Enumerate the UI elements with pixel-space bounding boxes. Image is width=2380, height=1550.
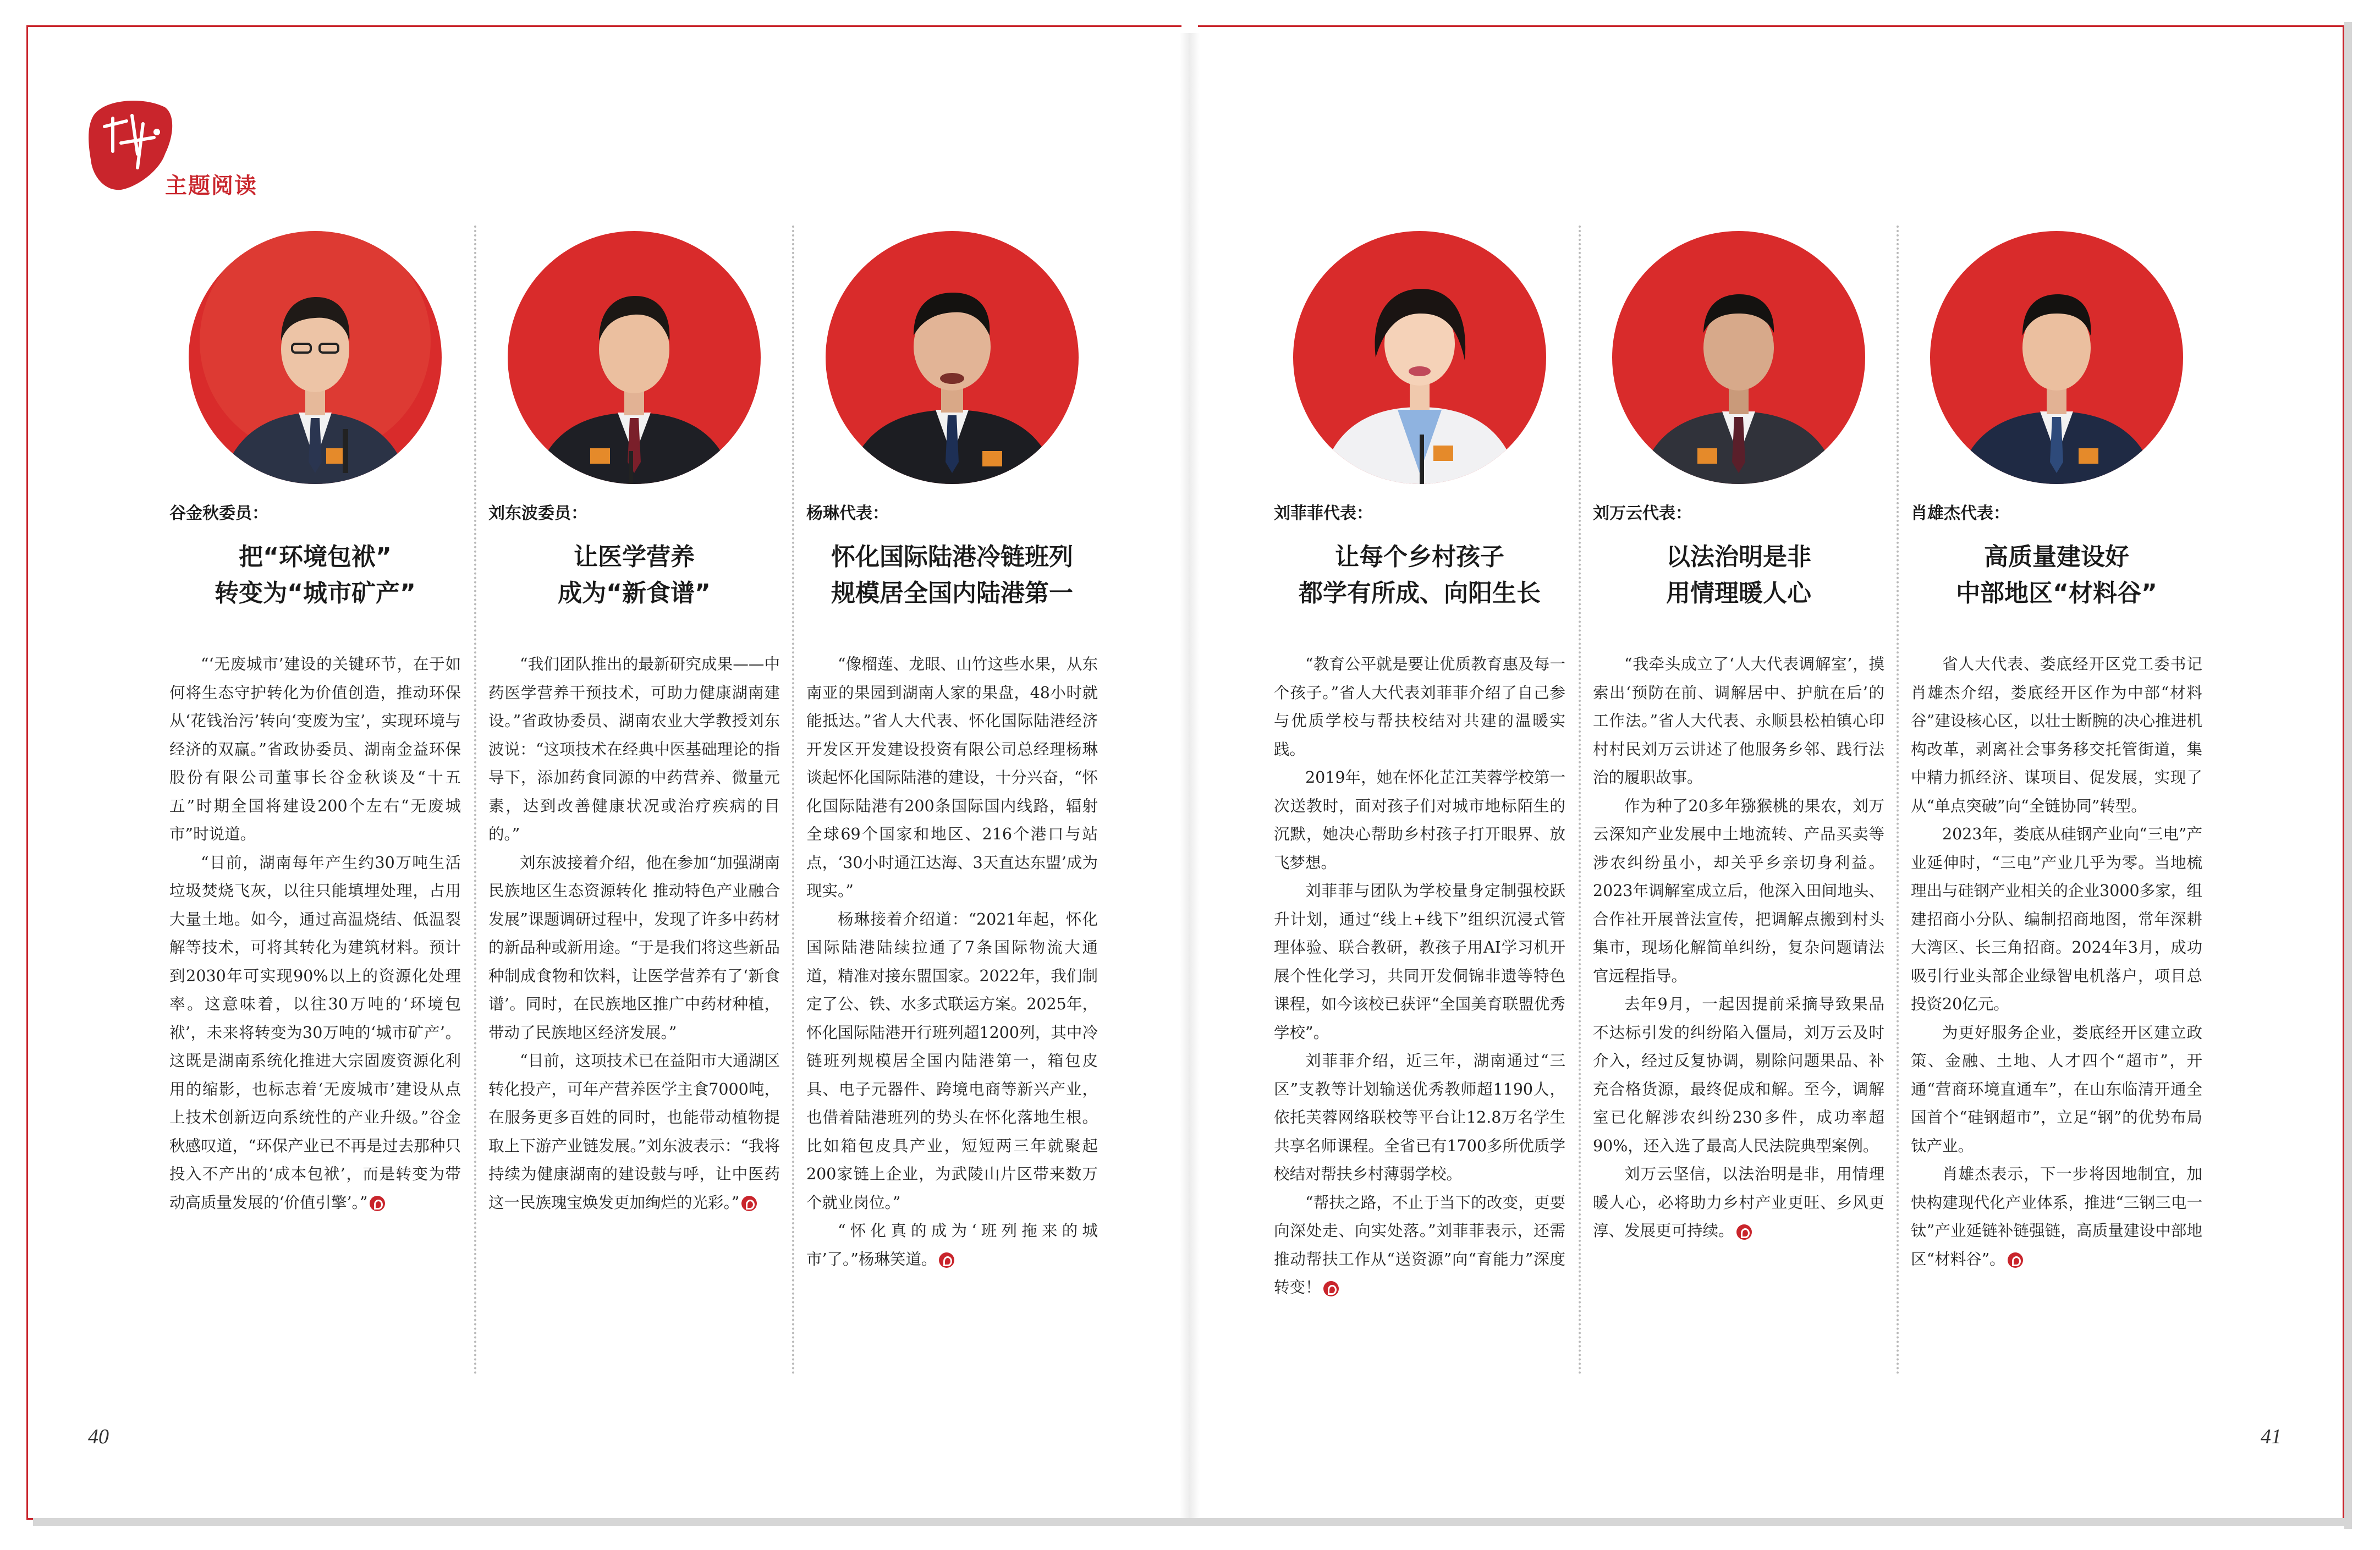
end-mark-icon	[370, 1196, 385, 1211]
article-body	[1274, 650, 1565, 1302]
frame-left	[26, 25, 28, 1520]
article-body	[1911, 650, 2202, 1273]
headline-line: 转变为“城市矿产”	[215, 579, 416, 607]
page-spine	[1180, 33, 1200, 1518]
end-mark-icon	[741, 1196, 757, 1211]
headline-line: 中部地区“材料谷”	[1956, 579, 2157, 607]
end-mark-icon	[2008, 1252, 2023, 1268]
speaker-role: 刘菲菲代表：	[1274, 504, 1373, 523]
body-paragraph: 杨琳接着介绍道：“2021年起，怀化国际陆港陆续拉通了7条国际物流大通道，精准对接东盟国家。2022年，我们制定了公、铁、水多式联运方案。2025年，怀化国际陆港开行班列超1200列，其中冷链班列规模居全国内陆港第一，箱包皮具、电子元器件、跨境电商等新兴产业，也借着陆港班列的势头在怀化落地生根。比如箱包皮具产业，短短两三年就聚起200家链上企业，为武陵山片区带来数万个就业岗位。”	[806, 910, 1098, 1212]
person-portrait-icon	[1930, 231, 2183, 484]
headline-line: 成为“新食谱”	[558, 579, 711, 607]
headline-line: 让每个乡村孩子	[1335, 543, 1504, 571]
page-number-left: 40	[88, 1425, 109, 1448]
column-divider	[792, 226, 794, 1375]
body-paragraph: “‘无废城市’建设的关键环节，在于如何将生态守护转化为价值创造，推动环保从‘花钱治污’转向‘变废为宝’，实现环境与经济的双赢。”省政协委员、湖南金益环保股份有限公司董事长谷金秋谈及“十五五”时期全国将建设200个左右“无废城市”时说道。	[169, 655, 461, 843]
article-body	[1593, 650, 1884, 1245]
person-portrait-icon	[1293, 231, 1546, 484]
page-shadow-bottom	[33, 1518, 2352, 1526]
portrait-photo	[1612, 231, 1865, 484]
column-divider	[1897, 226, 1899, 1375]
headline-line: 用情理暖人心	[1666, 579, 1811, 607]
column-divider	[1579, 226, 1581, 1375]
article-headline	[488, 539, 780, 612]
body-paragraph: 作为种了20多年猕猴桃的果农，刘万云深知产业发展中土地流转、产品买卖等涉农纠纷虽小，却关乎乡亲切身利益。2023年调解室成立后，他深入田间地头、合作社开展普法宣传，把调解点搬到村头集市，现场化解简单纠纷，复杂问题请法官远程指导。	[1593, 796, 1884, 985]
headline-line: 规模居全国内陆港第一	[831, 579, 1073, 607]
speaker-role: 杨琳代表：	[806, 504, 889, 523]
article-headline	[169, 539, 461, 612]
headline-line: 让医学营养	[574, 543, 695, 571]
page-shadow-right	[2344, 22, 2352, 1529]
column-divider	[474, 226, 476, 1375]
headline-line: 以法治明是非	[1666, 543, 1811, 571]
frame-top-right	[1198, 25, 2344, 27]
end-mark-icon	[1323, 1281, 1339, 1296]
body-paragraph: 省人大代表、娄底经开区党工委书记肖雄杰介绍，娄底经开区作为中部“材料谷”建设核心区，以壮士断腕的决心推进机构改革，剥离社会事务移交托管街道，集中精力抓经济、谋项目、促发展，实现了从“单点突破”向“全链协同”转型。	[1911, 655, 2202, 815]
article-headline	[806, 539, 1098, 612]
portrait-photo	[1293, 231, 1546, 484]
speaker-role: 刘东波委员：	[488, 504, 587, 523]
body-paragraph: “我牵头成立了‘人大代表调解室’，摸索出‘预防在前、调解居中、护航在后’的工作法。”省人大代表、永顺县松柏镇心印村村民刘万云讲述了他服务乡邻、践行法治的履职故事。	[1593, 655, 1884, 787]
page-number-right: 41	[2261, 1425, 2282, 1448]
article-body	[806, 650, 1098, 1273]
headline-line: 怀化国际陆港冷链班列	[831, 543, 1073, 571]
person-portrait-icon	[1612, 231, 1865, 484]
person-portrait-icon	[826, 231, 1079, 484]
portrait-photo	[189, 231, 442, 484]
portrait-photo	[826, 231, 1079, 484]
body-paragraph: 刘东波接着介绍，他在参加“加强湖南民族地区生态资源转化 推动特色产业融合发展”课题调研过程中，发现了许多中药材的新品种或新用途。“于是我们将这些新品种制成食物和饮料，让医学营养有了‘新食谱’。同时，在民族地区推广中药材种植，带动了民族地区经济发展。”	[488, 853, 780, 1042]
speaker-role: 肖雄杰代表：	[1911, 504, 2010, 523]
speaker-role: 刘万云代表：	[1593, 504, 1692, 523]
body-paragraph: 2023年，娄底从硅钢产业向“三电”产业延伸时，“三电”产业几乎为零。当地梳理出与硅钢产业相关的企业3000多家，组建招商小分队、编制招商地图，常年深耕大湾区、长三角招商。2024年3月，成功吸引行业头部企业绿智电机落户，项目总投资20亿元。	[1911, 825, 2202, 1013]
article-body	[169, 650, 461, 1217]
headline-line: 都学有所成、向阳生长	[1299, 579, 1541, 607]
portrait-photo	[1930, 231, 2183, 484]
portrait-photo	[508, 231, 761, 484]
article-headline	[1911, 539, 2202, 612]
article-headline	[1593, 539, 1884, 612]
body-paragraph: 为更好服务企业，娄底经开区建立政策、金融、土地、人才四个“超市”，开通“营商环境直通车”，在山东临清开通全国首个“硅钢超市”，立足“钢”的优势布局钛产业。	[1911, 1023, 2202, 1155]
end-mark-icon	[1736, 1224, 1752, 1240]
body-paragraph: 刘万云坚信，以法治明是非，用情理暖人心，必将助力乡村产业更旺、乡风更淳、发展更可持续。	[1593, 1165, 1884, 1240]
body-paragraph: 2019年，她在怀化芷江芙蓉学校第一次送教时，面对孩子们对城市地标陌生的沉默，她决心帮助乡村孩子打开眼界、放飞梦想。	[1274, 768, 1565, 872]
body-paragraph: 去年9月，一起因提前采摘导致果品不达标引发的纠纷陷入僵局，刘万云及时介入，经过反复协调，剔除问题果品、补充合格货源，最终促成和解。至今，调解室已化解涉农纠纷230多件，成功率超90%，还入选了最高人民法院典型案例。	[1593, 995, 1884, 1155]
body-paragraph: “我们团队推出的最新研究成果——中药医学营养干预技术，可助力健康湖南建设。”省政协委员、湖南农业大学教授刘东波说：“这项技术在经典中医基础理论的指导下，添加药食同源的中药营养、微量元素，达到改善健康状况或治疗疾病的目的。”	[488, 655, 780, 843]
body-paragraph: 刘菲菲与团队为学校量身定制强校跃升计划，通过“线上+线下”组织沉浸式管理体验、联合教研，教孩子用AI学习机开展个性化学习，共同开发侗锦非遗等特色课程，如今该校已获评“全国美育联盟优秀学校”。	[1274, 882, 1565, 1042]
body-paragraph: “目前，湖南每年产生约30万吨生活垃圾焚烧飞灰，以往只能填埋处理，占用大量土地。如今，通过高温烧结、低温裂解等技术，可将其转化为建筑材料。预计到2030年可实现90%以上的资源化处理率。这意味着，以往30万吨的‘环境包袱’，未来将转变为30万吨的‘城市矿产’。这既是湖南系统化推进大宗固废资源化利用的缩影，也标志着‘无废城市’建设从点上技术创新迈向系统性的产业升级。”谷金秋感叹道，“环保产业已不再是过去那种只投入不产出的‘成本包袱’，而是转变为带动高质量发展的‘价值引擎’。”	[169, 853, 461, 1212]
end-mark-icon	[939, 1252, 954, 1268]
body-paragraph: “教育公平就是要让优质教育惠及每一个孩子。”省人大代表刘菲菲介绍了自己参与优质学校与帮扶校结对共建的温暖实践。	[1274, 655, 1565, 758]
body-paragraph: 刘菲菲介绍，近三年，湖南通过“三区”支教等计划输送优秀教师超1190人，依托芙蓉网络联校等平台让12.8万名学生共享名师课程。全省已有1700多所优质学校结对帮扶乡村薄弱学校。	[1274, 1052, 1565, 1183]
article-body	[488, 650, 780, 1217]
speaker-role: 谷金秋委员：	[169, 504, 268, 523]
person-portrait-icon	[189, 231, 442, 484]
body-paragraph: “目前，这项技术已在益阳市大通湖区转化投产，可年产营养医学主食7000吨，在服务更多百姓的同时，也能带动植物提取上下游产业链发展。”刘东波表示：“我将持续为健康湖南的建设鼓与呼，让中医药这一民族瑰宝焕发更加绚烂的光彩。”	[488, 1052, 780, 1212]
headline-line: 把“环境包袱”	[239, 543, 392, 571]
person-portrait-icon	[508, 231, 761, 484]
body-paragraph: “怀化真的成为‘班列拖来的城市’了。”杨琳笑道。	[806, 1222, 1098, 1268]
frame-top-left	[26, 25, 1181, 27]
body-paragraph: 肖雄杰表示，下一步将因地制宜，加快构建现代化产业体系，推进“三钢三电一钛”产业延链补链强链，高质量建设中部地区“材料谷”。	[1911, 1165, 2202, 1268]
section-label: 主题阅读	[165, 173, 257, 199]
article-headline	[1274, 539, 1565, 612]
headline-line: 高质量建设好	[1984, 543, 2129, 571]
body-paragraph: “像榴莲、龙眼、山竹这些水果，从东南亚的果园到湖南人家的果盘，48小时就能抵达。”省人大代表、怀化国际陆港经济开发区开发建设投资有限公司总经理杨琳谈起怀化国际陆港的建设，十分兴奋，“怀化国际陆港有200条国际国内线路，辐射全球69个国家和地区、216个港口与站点，‘30小时通江达海、3天直达东盟’成为现实。”	[806, 655, 1098, 900]
body-paragraph: “帮扶之路，不止于当下的改变，更要向深处走、向实处落。”刘菲菲表示，还需推动帮扶工作从“送资源”向“育能力”深度转变！	[1274, 1193, 1565, 1296]
